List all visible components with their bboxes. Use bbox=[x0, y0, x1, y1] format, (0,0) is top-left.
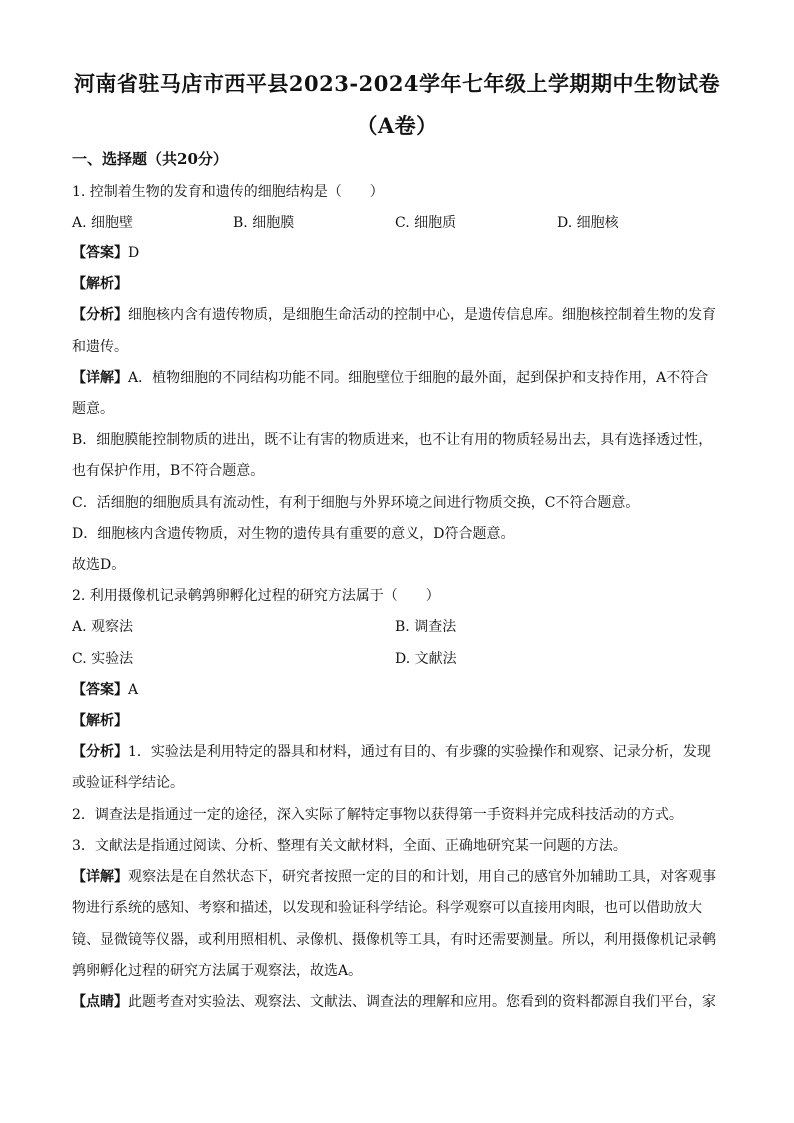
q2-fenxi-cont: 或验证科学结论。 bbox=[72, 775, 184, 791]
q1-option-d: D. 细胞核 bbox=[557, 215, 619, 231]
fenxi-text: 细胞核内含有遗传物质，是细胞生命活动的控制中心，是遗传信息库。细胞核控制着生物的发育 bbox=[128, 307, 716, 323]
q1-d-explain: D．细胞核内含遗传物质，对生物的遗传具有重要的意义，D符合题意。 bbox=[72, 526, 515, 542]
q2-option-d: D. 文献法 bbox=[395, 651, 457, 667]
q1-xiangjie bbox=[72, 368, 722, 388]
xiangjie-text: A．植物细胞的不同结构功能不同。细胞壁位于细胞的最外面，起到保护和支持作用，A不符合 bbox=[128, 370, 709, 386]
q1-stem: 1. 控制着生物的发育和遗传的细胞结构是（ ） bbox=[72, 184, 384, 200]
answer-value: A bbox=[128, 682, 139, 698]
q1-b-explain-cont: 也有保护作用，B不符合题意。 bbox=[72, 463, 265, 479]
q1-xiangjie-cont: 题意。 bbox=[72, 401, 114, 417]
q2-option-c: C. 实验法 bbox=[72, 651, 134, 667]
answer-tag: 【答案】 bbox=[72, 245, 128, 261]
fenxi-text: 1．实验法是利用特定的器具和材料，通过有目的、有步骤的实验操作和观察、记录分析，发现 bbox=[128, 744, 711, 760]
q2-option-b: B. 调查法 bbox=[395, 619, 457, 635]
q2-point-2: 2．调查法是指通过一定的途径，深入实际了解特定事物以获得第一手资料并完成科技活动的方式。 bbox=[72, 807, 683, 823]
q2-dianjing bbox=[72, 992, 722, 1012]
q2-xiangjie-cont-1: 物进行系统的感知、考察和描述，以发现和验证科学结论。科学观察可以直接用肉眼，也可以借助放大 bbox=[72, 900, 702, 916]
q1-fenxi bbox=[72, 305, 722, 325]
q2-point-3: 3．文献法是指通过阅读、分析、整理有关文献材料，全面、正确地研究某一问题的方法。 bbox=[72, 838, 627, 854]
answer-tag: 【答案】 bbox=[72, 682, 128, 698]
xiangjie-tag: 【详解】 bbox=[72, 370, 128, 386]
q1-b-explain: B．细胞膜能控制物质的进出，既不让有害的物质进来，也不让有用的物质轻易出去，具有选择透过性， bbox=[72, 432, 713, 448]
q1-conclusion: 故选D。 bbox=[72, 557, 126, 573]
exam-subtitle: （A卷） bbox=[356, 113, 438, 138]
q1-answer bbox=[72, 243, 722, 263]
q2-option-a: A. 观察法 bbox=[72, 619, 134, 635]
dianjing-tag: 【点睛】 bbox=[72, 994, 128, 1010]
fenxi-tag: 【分析】 bbox=[72, 744, 128, 760]
q2-xiangjie bbox=[72, 867, 722, 887]
answer-value: D bbox=[128, 245, 140, 261]
q2-fenxi bbox=[72, 742, 722, 762]
xiangjie-tag: 【详解】 bbox=[72, 869, 128, 885]
q2-xiangjie-cont-2: 镜、显微镜等仪器，或利用照相机、录像机、摄像机等工具，有时还需要测量。所以，利用摄像机记录鹌 bbox=[72, 932, 716, 948]
q1-option-c: C. 细胞质 bbox=[395, 215, 457, 231]
q2-jiexi-tag: 【解析】 bbox=[72, 713, 128, 729]
q1-option-b: B. 细胞膜 bbox=[233, 215, 295, 231]
q1-option-a: A. 细胞壁 bbox=[72, 215, 134, 231]
dianjing-text: 此题考查对实验法、观察法、文献法、调查法的理解和应用。您看到的资料都源自我们平台，家 bbox=[128, 994, 716, 1010]
q1-c-explain: C．活细胞的细胞质具有流动性，有利于细胞与外界环境之间进行物质交换，C不符合题意。 bbox=[72, 495, 640, 511]
q1-jiexi-tag: 【解析】 bbox=[72, 276, 128, 292]
q2-answer bbox=[72, 680, 722, 700]
xiangjie-text: 观察法是在自然状态下，研究者按照一定的目的和计划，用自己的感官外加辅助工具，对客观事 bbox=[128, 869, 716, 885]
exam-title: 河南省驻马店市西平县2023-2024学年七年级上学期期中生物试卷 bbox=[73, 71, 721, 96]
q2-xiangjie-cont-3: 鹑卵孵化过程的研究方法属于观察法，故选A。 bbox=[72, 963, 363, 979]
q2-stem: 2. 利用摄像机记录鹌鹑卵孵化过程的研究方法属于（ ） bbox=[72, 588, 440, 604]
q1-fenxi-cont: 和遗传。 bbox=[72, 339, 128, 355]
fenxi-tag: 【分析】 bbox=[72, 307, 128, 323]
section-heading: 一、选择题（共20分） bbox=[72, 150, 228, 168]
